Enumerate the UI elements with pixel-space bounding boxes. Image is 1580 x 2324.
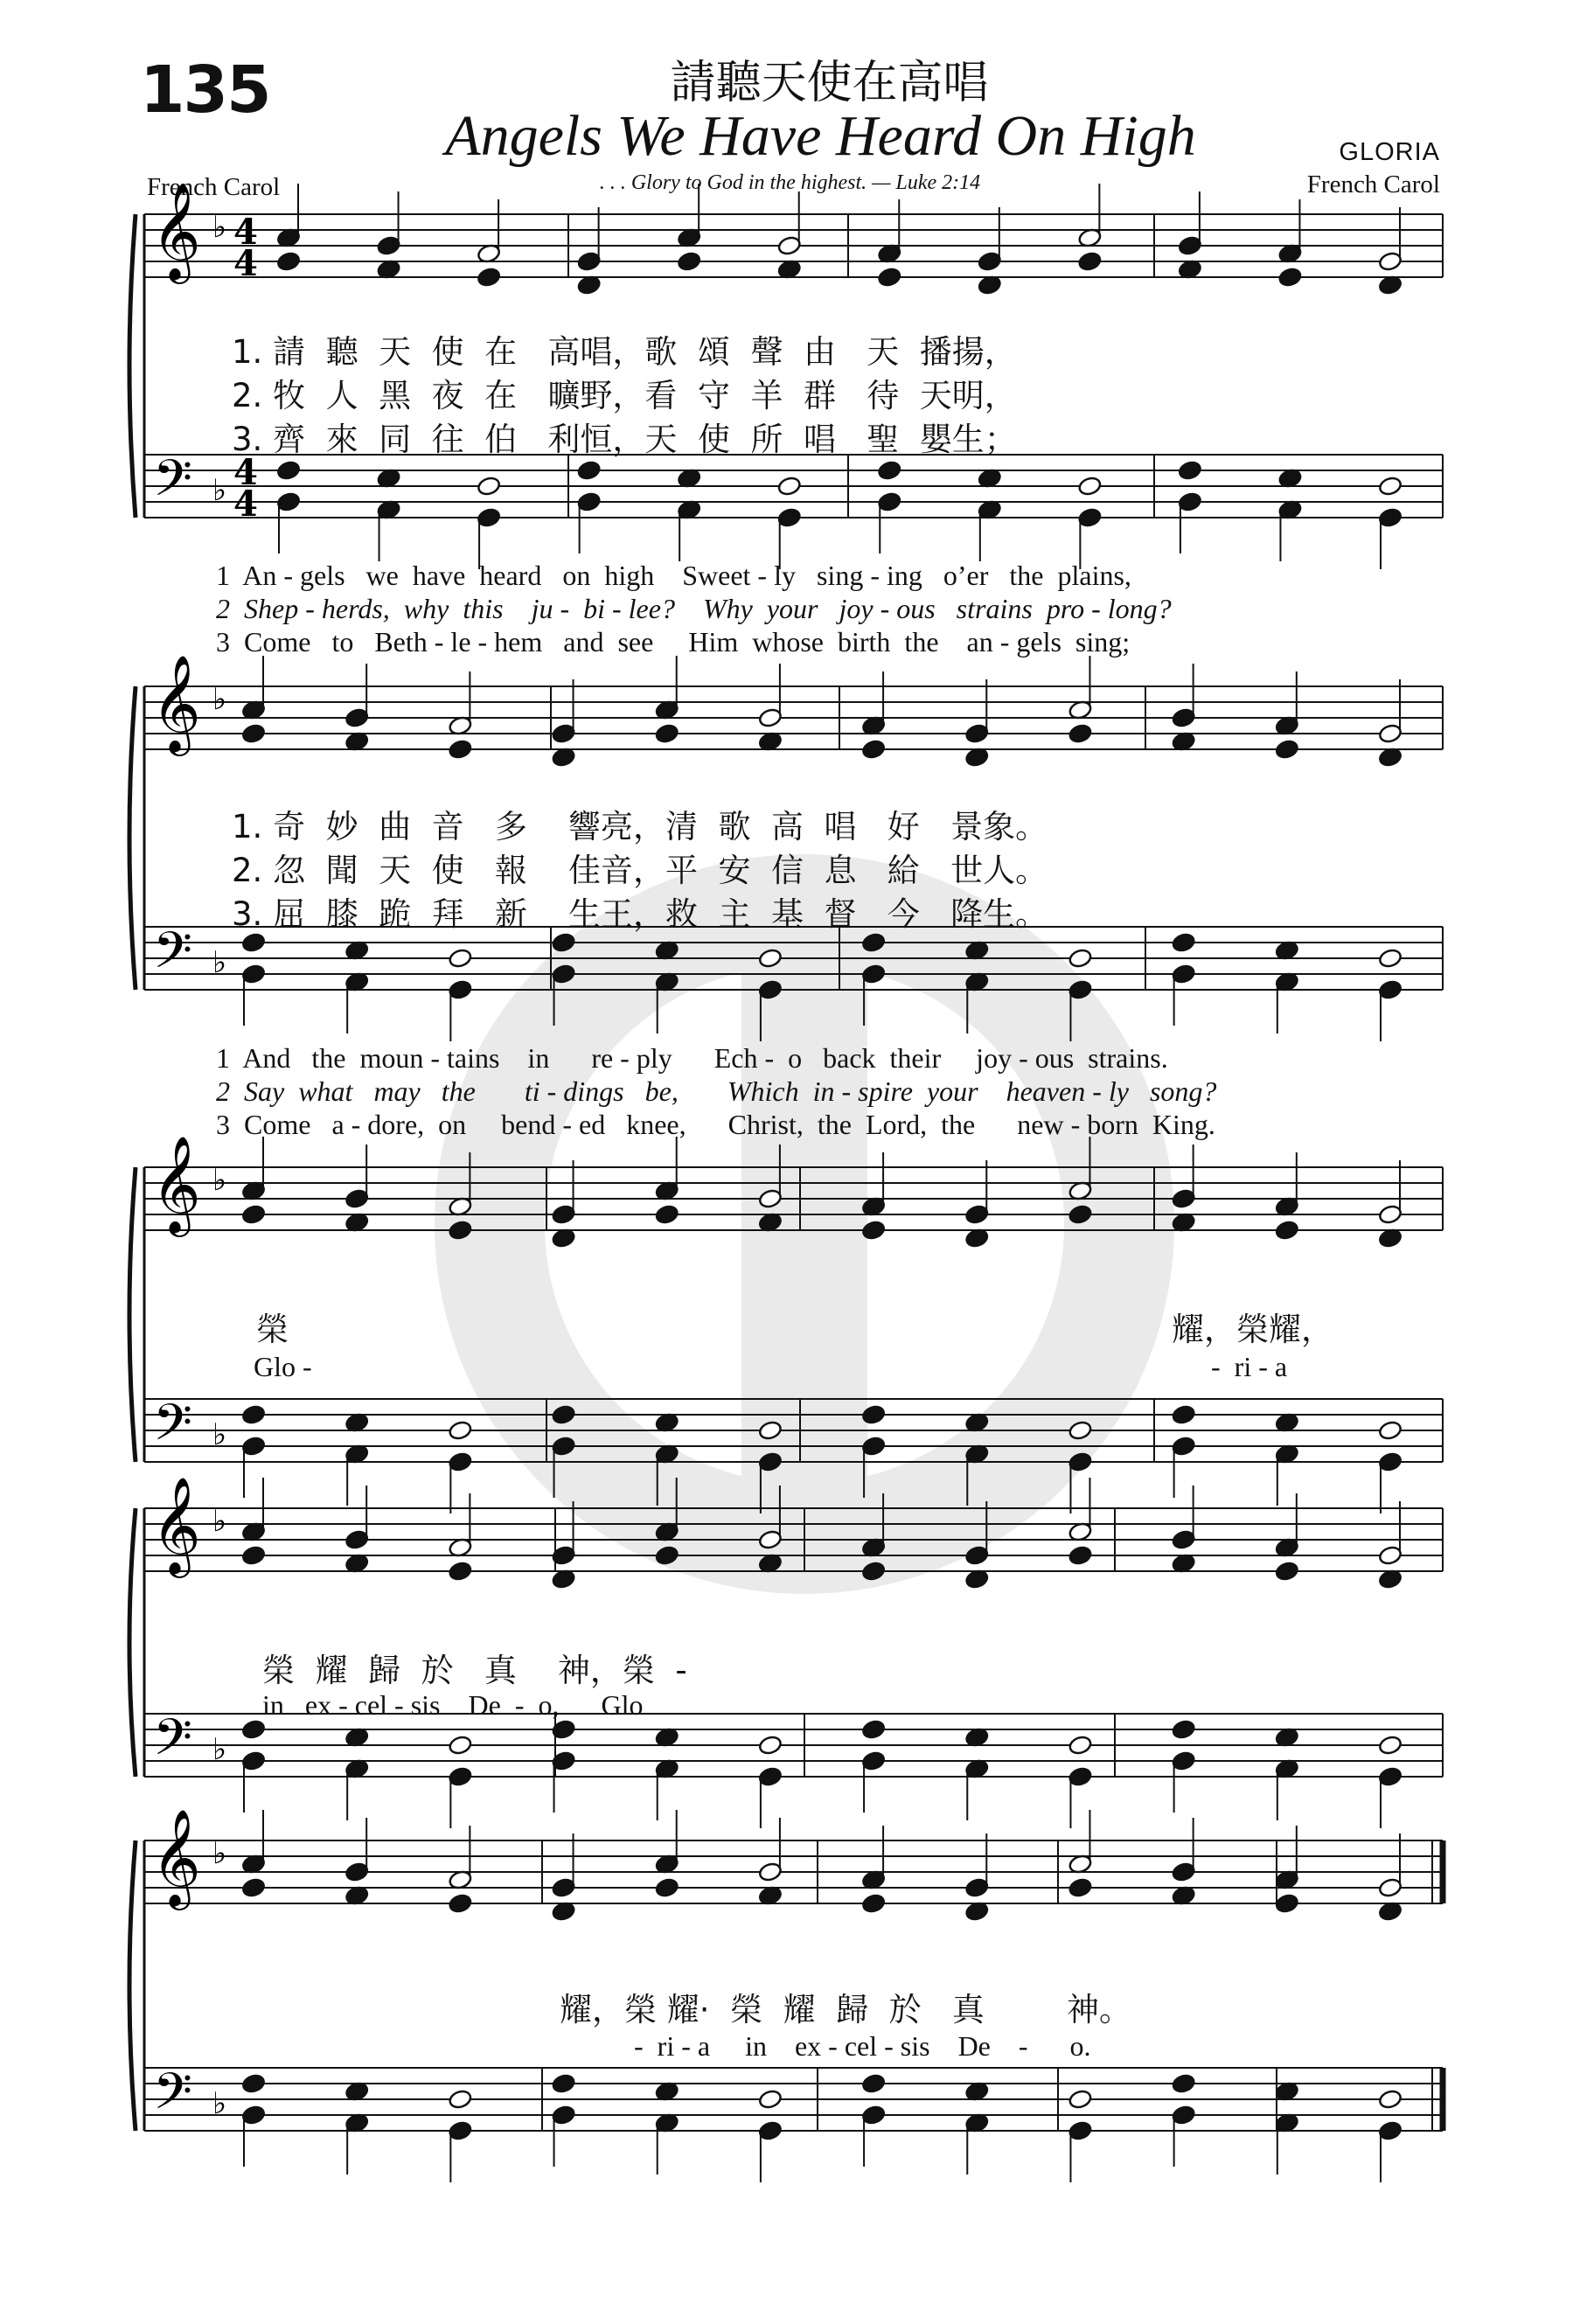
note-head <box>241 1719 266 1740</box>
note-head <box>241 932 266 953</box>
note-head <box>1378 507 1403 528</box>
note-head <box>1077 476 1102 497</box>
note-head <box>861 1750 886 1771</box>
note-head <box>758 948 783 969</box>
note-head <box>877 491 901 512</box>
lyric-cn-s5: 耀，榮 耀· 榮 耀 歸 於 真 神。 <box>560 1991 1131 2028</box>
flat-sign: ♭ <box>212 945 227 980</box>
system-brace <box>129 1840 136 2131</box>
note-head <box>777 507 802 528</box>
note-head <box>576 491 601 512</box>
hymn-number: 135 <box>140 52 270 128</box>
lyric-en-s2-v3: 3 Come a - dore, on bend - ed knee, Christ, the Lord, the new - born King. <box>216 1109 1215 1140</box>
note-head <box>1068 1877 1092 1898</box>
system-brace <box>129 1508 136 1777</box>
system-brace <box>129 686 136 990</box>
scripture-reference: . . . Glory to God in the highest. — Luke 2:14 <box>599 171 981 194</box>
music-credit: French Carol <box>1306 170 1440 198</box>
bass-clef: 𝄢 <box>153 2062 193 2133</box>
note-head <box>1378 723 1403 744</box>
note-head <box>758 1735 783 1756</box>
note-head <box>551 1877 575 1898</box>
note-head <box>551 2073 575 2094</box>
note-head <box>448 1735 472 1756</box>
note-head <box>241 1404 266 1425</box>
note-head <box>448 1451 472 1472</box>
note-head <box>1068 948 1092 969</box>
title-english: Angels We Have Heard On High <box>445 104 1196 168</box>
note-head <box>861 2073 886 2094</box>
note-head <box>655 1877 679 1898</box>
note-head <box>551 932 575 953</box>
flat-sign: ♭ <box>212 473 227 508</box>
flat-sign: ♭ <box>212 1163 227 1198</box>
note-head <box>1171 1404 1195 1425</box>
lyric-cn-s3-end: 耀，榮耀， <box>1172 1311 1333 1348</box>
lyric-cn-s1-v1: 1. 請 聽 天 使 在 高唱，歌 頌 聲 由 天 播揚， <box>232 333 1017 371</box>
treble-clef: 𝄞 <box>151 654 201 752</box>
lyric-en-s3-ria: - ri - a <box>1211 1351 1288 1382</box>
note-head <box>376 235 400 256</box>
note-head <box>551 723 575 744</box>
lyric-cn-s1-v3: 3. 齊 來 同 往 伯 利恒，天 使 所 唱 聖 嬰生； <box>232 421 1017 458</box>
lyric-en-s4: in ex - cel - sis De - o, Glo <box>262 1689 644 1721</box>
note-head <box>551 1436 575 1457</box>
note-head <box>1378 2089 1403 2110</box>
note-head <box>448 1220 472 1241</box>
flat-sign: ♭ <box>212 1836 227 1871</box>
note-head <box>1068 1545 1092 1566</box>
lyric-cn-s4: 榮 耀 歸 於 真 神，榮 - <box>262 1652 687 1689</box>
note-head <box>345 1861 369 1882</box>
note-head <box>758 2120 783 2141</box>
lyric-en-s1-v3: 3 Come to Beth - le - hem and see Him whose birth the an - gels sing; <box>216 626 1131 658</box>
note-head <box>1378 1545 1403 1566</box>
treble-clef: 𝄞 <box>151 1135 201 1233</box>
note-head <box>1171 1750 1195 1771</box>
time-signature: 4 <box>233 484 258 525</box>
lyric-en-s3-glo: Glo - <box>254 1351 312 1382</box>
note-head <box>1378 251 1403 272</box>
lyric-cn-s2-v1: 1. 奇 妙 曲 音 多 響亮，清 歌 高 唱 好 景象。 <box>232 808 1048 845</box>
note-head <box>241 2073 266 2094</box>
note-head <box>448 1893 472 1914</box>
note-head <box>1378 1451 1403 1472</box>
note-head <box>276 491 301 512</box>
note-head <box>241 1877 266 1898</box>
note-head <box>758 2089 783 2110</box>
note-head <box>758 707 783 728</box>
lyric-cn-s1-v2: 2. 牧 人 黑 夜 在 曠野，看 守 羊 群 待 天明， <box>232 377 1017 414</box>
note-head <box>1068 2120 1092 2141</box>
note-head <box>758 1420 783 1441</box>
note-head <box>861 1436 886 1457</box>
note-head <box>477 476 501 497</box>
note-head <box>1171 1188 1195 1209</box>
flat-sign: ♭ <box>212 210 227 245</box>
note-head <box>758 1529 783 1550</box>
note-head <box>551 2105 575 2126</box>
lyric-en-s2-v1: 1 And the moun - tains in re - ply Ech - o back their joy - ous strains. <box>216 1042 1168 1074</box>
flat-sign: ♭ <box>212 1417 227 1452</box>
note-head <box>1171 2073 1195 2094</box>
note-head <box>241 1750 266 1771</box>
note-head <box>448 2120 472 2141</box>
note-head <box>241 1545 266 1566</box>
note-head <box>758 1766 783 1787</box>
note-head <box>1378 948 1403 969</box>
note-head <box>978 251 1002 272</box>
flat-sign: ♭ <box>212 682 227 717</box>
lyric-cn-s2-v3: 3. 屈 膝 跪 拜 新 生王，救 主 基 督 今 降生。 <box>232 895 1048 933</box>
note-head <box>1171 1719 1195 1740</box>
note-head <box>655 723 679 744</box>
note-head <box>777 235 802 256</box>
note-head <box>1171 964 1195 985</box>
note-head <box>1171 932 1195 953</box>
note-head <box>1171 2105 1195 2126</box>
note-head <box>1275 1561 1299 1582</box>
bass-clef: 𝄢 <box>153 449 193 520</box>
system-brace <box>129 214 136 518</box>
lyric-en-s5: - ri - a in ex - cel - sis De - o. <box>634 2030 1091 2062</box>
note-head <box>964 1877 989 1898</box>
note-head <box>448 1766 472 1787</box>
note-head <box>576 460 601 481</box>
note-head <box>448 979 472 1000</box>
time-signature: 4 <box>233 243 258 284</box>
note-head <box>1068 1735 1092 1756</box>
note-head <box>1378 1735 1403 1756</box>
note-head <box>448 2089 472 2110</box>
note-head <box>1068 1451 1092 1472</box>
note-head <box>1378 2120 1403 2141</box>
bass-clef: 𝄢 <box>153 921 193 992</box>
note-head <box>758 1451 783 1472</box>
note-head <box>576 251 601 272</box>
flat-sign: ♭ <box>212 1504 227 1539</box>
note-head <box>1275 1893 1299 1914</box>
note-head <box>345 1188 369 1209</box>
note-head <box>758 1861 783 1882</box>
note-head <box>551 1204 575 1225</box>
bass-clef: 𝄢 <box>153 1708 193 1779</box>
treble-clef: 𝄞 <box>151 182 201 280</box>
note-head <box>861 739 886 760</box>
time-signature: 4 <box>233 212 258 253</box>
note-head <box>677 251 701 272</box>
note-head <box>345 1529 369 1550</box>
note-head <box>477 507 501 528</box>
note-head <box>877 460 901 481</box>
note-head <box>448 1561 472 1582</box>
lyric-cn-s3-glory: 榮 <box>256 1311 289 1348</box>
note-head <box>1068 723 1092 744</box>
note-head <box>241 723 266 744</box>
lyric-en-s1-v2: 2 Shep - herds, why this ju - bi - lee? Why your joy - ous strains pro - long? <box>216 593 1172 624</box>
note-head <box>861 932 886 953</box>
note-head <box>1378 979 1403 1000</box>
note-head <box>1068 979 1092 1000</box>
note-head <box>758 1188 783 1209</box>
note-head <box>241 2105 266 2126</box>
time-signature: 4 <box>233 452 258 493</box>
note-head <box>1178 460 1202 481</box>
note-head <box>241 1436 266 1457</box>
lyric-cn-s2-v2: 2. 忽 聞 天 使 報 佳音，平 安 信 息 給 世人。 <box>232 852 1048 889</box>
bass-clef: 𝄢 <box>153 1393 193 1465</box>
note-head <box>861 964 886 985</box>
note-head <box>964 1204 989 1225</box>
note-head <box>1068 2089 1092 2110</box>
note-head <box>1171 707 1195 728</box>
note-head <box>877 267 901 288</box>
note-head <box>241 1204 266 1225</box>
note-head <box>1378 1766 1403 1787</box>
note-head <box>1171 1529 1195 1550</box>
note-head <box>448 1420 472 1441</box>
note-head <box>551 1404 575 1425</box>
note-head <box>1171 1861 1195 1882</box>
note-head <box>345 707 369 728</box>
note-head <box>655 1204 679 1225</box>
note-head <box>1378 1420 1403 1441</box>
words-credit: French Carol <box>147 173 281 201</box>
treble-clef: 𝄞 <box>151 1808 201 1906</box>
note-head <box>1171 1436 1195 1457</box>
lyric-en-s1-v1: 1 An - gels we have heard on high Sweet - ly sing - ing o’er the plains, <box>216 560 1131 591</box>
flat-sign: ♭ <box>212 2086 227 2121</box>
note-head <box>964 723 989 744</box>
note-head <box>861 1893 886 1914</box>
note-head <box>964 1545 989 1566</box>
note-head <box>1378 1877 1403 1898</box>
note-head <box>861 1220 886 1241</box>
lyric-en-s2-v2: 2 Say what may the ti - dings be, Which in - spire your heaven - ly song? <box>216 1075 1217 1107</box>
note-head <box>477 267 501 288</box>
note-head <box>1068 1766 1092 1787</box>
note-head <box>448 948 472 969</box>
note-head <box>1077 507 1102 528</box>
treble-clef: 𝄞 <box>151 1476 201 1574</box>
note-head <box>861 1561 886 1582</box>
note-head <box>861 1404 886 1425</box>
system-brace <box>129 1167 136 1462</box>
note-head <box>655 1545 679 1566</box>
flat-sign: ♭ <box>212 1732 227 1767</box>
title-chinese: 請聽天使在高唱 <box>670 57 989 109</box>
note-head <box>1178 235 1202 256</box>
note-head <box>1068 1420 1092 1441</box>
note-head <box>276 251 301 272</box>
note-head <box>861 1719 886 1740</box>
tune-name: GLORIA <box>1339 138 1440 166</box>
note-head <box>1178 491 1202 512</box>
note-head <box>448 739 472 760</box>
note-head <box>1277 267 1302 288</box>
note-head <box>1068 1204 1092 1225</box>
note-head <box>241 964 266 985</box>
note-head <box>861 2105 886 2126</box>
note-head <box>1275 739 1299 760</box>
note-head <box>1077 251 1102 272</box>
note-head <box>777 476 802 497</box>
note-head <box>758 979 783 1000</box>
note-head <box>1378 1204 1403 1225</box>
note-head <box>551 964 575 985</box>
note-head <box>276 460 301 481</box>
note-head <box>1378 476 1403 497</box>
note-head <box>1275 1220 1299 1241</box>
